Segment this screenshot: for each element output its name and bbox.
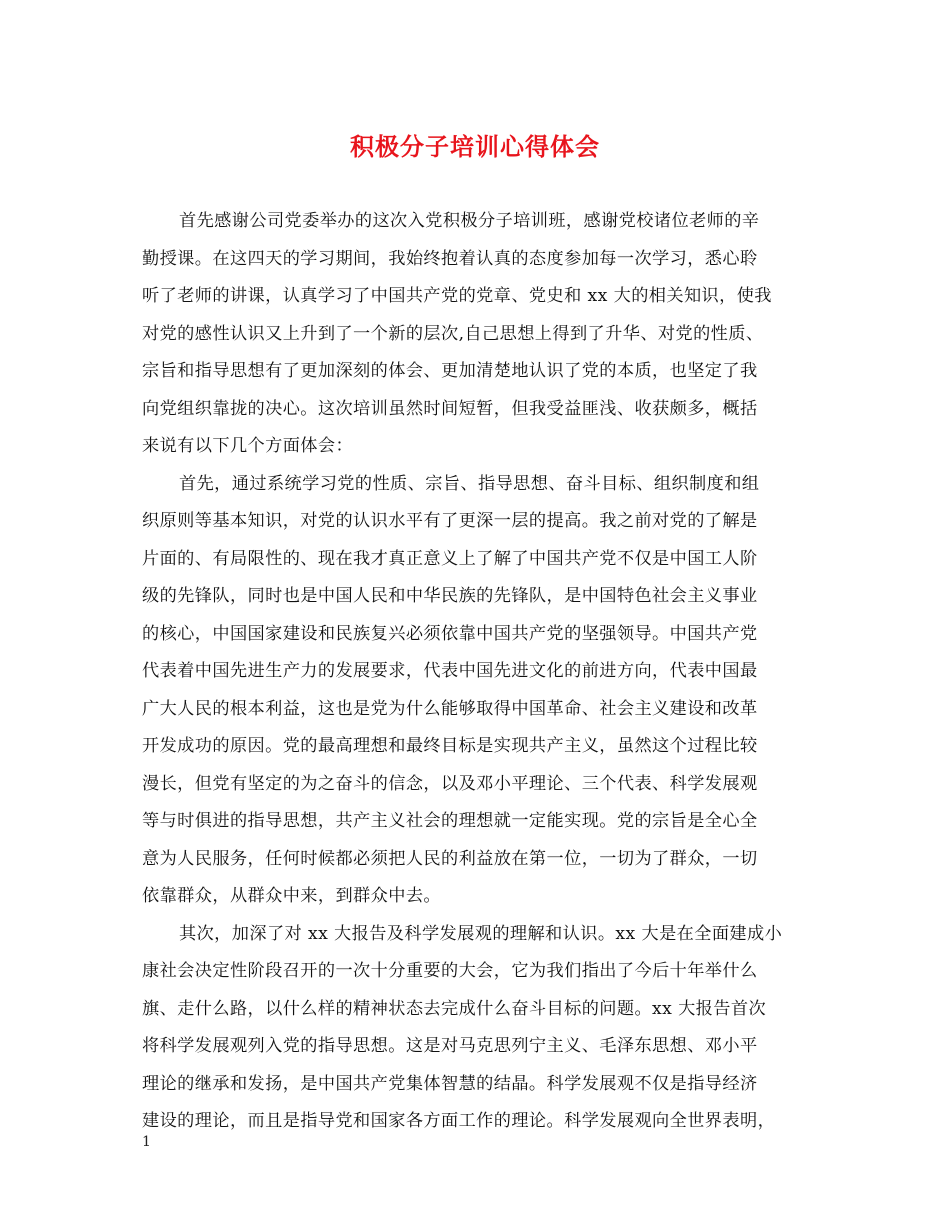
text-line: 意为人民服务，任何时候都必须把人民的利益放在第一位，一切为了群众，一切 <box>142 848 758 869</box>
text-line: 片面的、有局限性的、现在我才真正意义上了解了中国共产党不仅是中国工人阶 <box>142 548 758 569</box>
text-line: 理论的继承和发扬，是中国共产党集体智慧的结晶。科学发展观不仅是指导经济 <box>142 1073 758 1094</box>
text-line: 对党的感性认识又上升到了一个新的层次,自己思想上得到了升华、对党的性质、 <box>142 323 764 344</box>
text-line: 代表着中国先进生产力的发展要求，代表中国先进文化的前进方向，代表中国最 <box>142 661 758 681</box>
text-line: 的核心，中国国家建设和民族复兴必须依靠中国共产党的坚强领导。中国共产党 <box>142 623 758 644</box>
text-line: 首先感谢公司党委举办的这次入党积极分子培训班，感谢党校诸位老师的辛 <box>179 211 760 231</box>
document-title: 积极分子培训心得体会 <box>350 132 600 161</box>
text-line: 开发成功的原因。党的最高理想和最终目标是实现共产主义，虽然这个过程比较 <box>142 736 758 756</box>
text-line: 将科学发展观列入党的指导思想。这是对马克思列宁主义、毛泽东思想、邓小平 <box>142 1036 758 1056</box>
text-line: 旗、走什么路，以什么样的精神状态去完成什么奋斗目标的问题。xx 大报告首次 <box>142 998 767 1019</box>
text-line: 听了老师的讲课，认真学习了中国共产党的党章、党史和 xx 大的相关知识，使我 <box>142 286 772 306</box>
text-line: 勤授课。在这四天的学习期间，我始终抱着认真的态度参加每一次学习，悉心聆 <box>142 248 758 269</box>
text-line: 织原则等基本知识，对党的认识水平有了更深一层的提高。我之前对党的了解是 <box>142 511 758 531</box>
text-line: 首先，通过系统学习党的性质、宗旨、指导思想、奋斗目标、组织制度和组 <box>179 473 760 494</box>
text-line: 向党组织靠拢的决心。这次培训虽然时间短暂，但我受益匪浅、收获颇多，概括 <box>142 398 758 419</box>
document-body <box>142 203 822 1141</box>
text-line: 级的先锋队，同时也是中国人民和中华民族的先锋队，是中国特色社会主义事业 <box>142 586 758 606</box>
text-line: 漫长，但党有坚定的为之奋斗的信念，以及邓小平理论、三个代表、科学发展观 <box>142 773 758 794</box>
text-line: 来说有以下几个方面体会： <box>142 436 354 456</box>
text-line: 等与时俱进的指导思想，共产主义社会的理想就一定能实现。党的宗旨是全心全 <box>142 811 758 831</box>
text-line: 广大人民的根本利益，这也是党为什么能够取得中国革命、社会主义建设和改革 <box>142 698 758 719</box>
text-line: 依靠群众，从群众中来，到群众中去。 <box>142 886 441 906</box>
page-number: 1 <box>142 1134 151 1150</box>
text-line: 康社会决定性阶段召开的一次十分重要的大会，它为我们指出了今后十年举什么 <box>142 961 758 981</box>
text-line: 建设的理论，而且是指导党和国家各方面工作的理论。科学发展观向全世界表明， <box>142 1111 776 1131</box>
text-line: 宗旨和指导思想有了更加深刻的体会、更加清楚地认识了党的本质，也坚定了我 <box>142 361 758 381</box>
text-line: 其次，加深了对 xx 大报告及科学发展观的理解和认识。xx 大是在全面建成小 <box>179 923 783 944</box>
